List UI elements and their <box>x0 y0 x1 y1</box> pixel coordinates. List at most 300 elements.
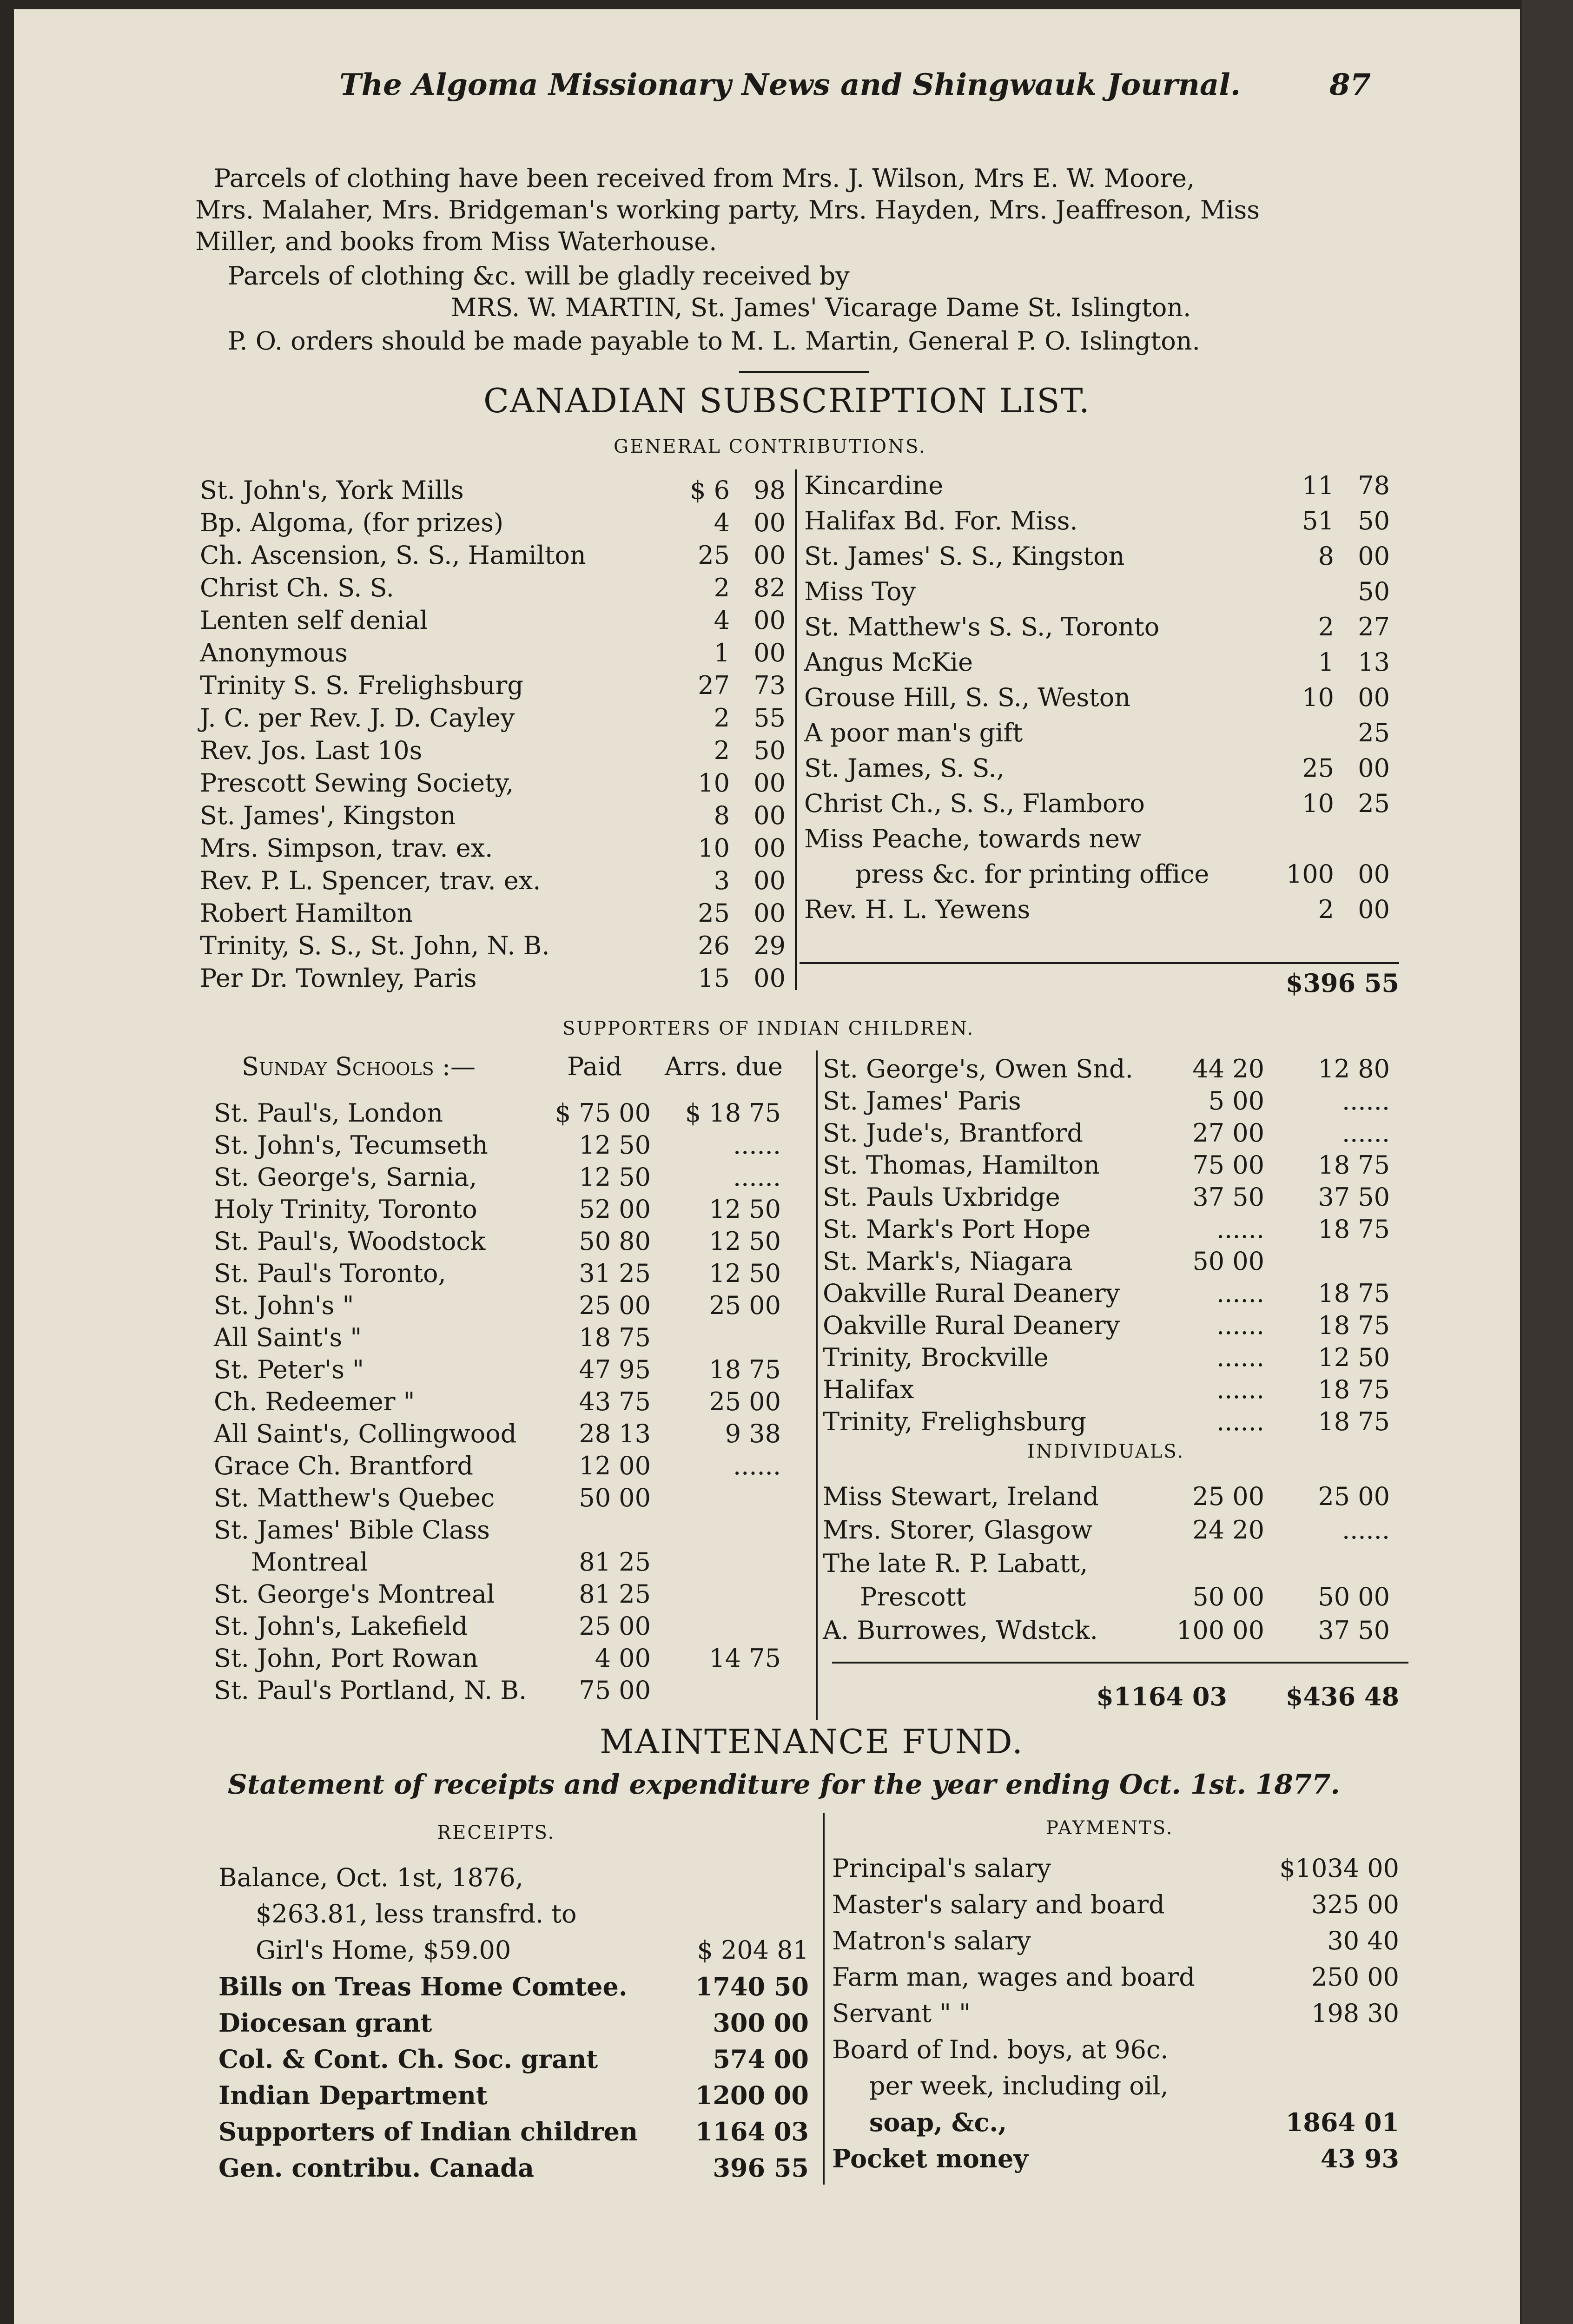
total-rule <box>832 1662 1408 1664</box>
arrears-amount: ...... <box>733 1130 781 1160</box>
paid-amount: 25 00 <box>1192 1482 1264 1511</box>
arrears-amount: 25 00 <box>709 1291 781 1320</box>
payment-item: soap, &c., <box>869 2107 1007 2137</box>
paid-amount: ...... <box>1216 1311 1264 1340</box>
maintenance-title: MAINTENANCE FUND. <box>600 1722 1024 1761</box>
paid-amount: 52 00 <box>579 1195 651 1224</box>
payment-amount: 250 00 <box>1311 1962 1399 1992</box>
list-row <box>200 734 790 767</box>
amount-cents: 00 <box>753 606 786 635</box>
amount-dollars: 10 <box>1302 789 1334 818</box>
list-row <box>200 637 790 669</box>
scanned-page <box>14 9 1520 2324</box>
list-row <box>832 1852 1408 1885</box>
contributor-name: Lenten self denial <box>200 606 428 635</box>
arrears-amount: 12 50 <box>709 1195 781 1224</box>
list-row <box>214 1225 813 1258</box>
individuals-heading: INDIVIDUALS. <box>1027 1441 1185 1462</box>
contributor-name: Kincardine <box>804 471 944 500</box>
school-name: Grace Ch. Brantford <box>214 1451 473 1480</box>
list-row <box>804 858 1404 891</box>
contributor-name: Robert Hamilton <box>200 898 413 928</box>
school-name: St. George's Montreal <box>214 1579 495 1609</box>
individual-name: A. Burrowes, Wdstck. <box>823 1616 1098 1645</box>
payments-heading: PAYMENTS. <box>1046 1817 1174 1839</box>
amount-cents: 55 <box>753 703 786 733</box>
amount-dollars: 100 <box>1286 859 1334 889</box>
arrears-amount: 18 75 <box>1318 1407 1390 1436</box>
contributor-name: St. John's, York Mills <box>200 475 464 505</box>
list-row <box>214 1129 813 1162</box>
general-contributions-heading: GENERAL CONTRIBUTIONS. <box>614 436 926 457</box>
contributor-name: Trinity, S. S., St. John, N. B. <box>200 931 550 960</box>
amount-dollars: 8 <box>714 801 730 830</box>
amount-cents: 00 <box>753 638 786 667</box>
arrears-amount: 25 00 <box>1318 1482 1390 1511</box>
list-row <box>804 787 1404 820</box>
payment-amount: $1034 00 <box>1279 1854 1399 1883</box>
paid-amount: 37 50 <box>1192 1182 1264 1212</box>
school-name: St. Jude's, Brantford <box>823 1118 1083 1148</box>
list-row <box>214 1418 813 1450</box>
paid-amount: ...... <box>1216 1279 1264 1308</box>
paid-amount: 12 50 <box>579 1162 651 1192</box>
list-row <box>823 1341 1408 1374</box>
amount-cents: 00 <box>753 541 786 570</box>
list-row <box>823 1309 1408 1342</box>
payment-item: Principal's salary <box>832 1854 1051 1883</box>
school-name: St. George's, Sarnia, <box>214 1162 477 1192</box>
contributor-name: Christ Ch., S. S., Flamboro <box>804 789 1145 818</box>
arrears-amount: ...... <box>1342 1118 1390 1148</box>
receipt-item: Balance, Oct. 1st, 1876, <box>218 1863 523 1892</box>
list-row <box>214 1097 813 1129</box>
receipt-item: Diocesan grant <box>218 2008 432 2038</box>
arrears-amount: 37 50 <box>1318 1182 1390 1212</box>
list-row <box>832 1997 1408 2030</box>
school-name: Ch. Redeemer " <box>214 1387 415 1416</box>
amount-dollars: $ 6 <box>690 475 730 505</box>
list-row <box>832 2142 1408 2175</box>
paid-amount: 5 00 <box>1208 1086 1264 1116</box>
amount-dollars: 3 <box>714 866 730 895</box>
arrears-amount: 50 00 <box>1318 1582 1390 1611</box>
list-row <box>218 1970 818 2003</box>
list-row <box>214 1450 813 1482</box>
list-row <box>804 823 1404 855</box>
paid-amount: 28 13 <box>579 1419 651 1448</box>
list-row <box>823 1117 1408 1149</box>
amount-cents: 29 <box>753 931 786 960</box>
supporters-column-headers <box>242 1050 800 1083</box>
amount-cents: 00 <box>753 898 786 928</box>
list-row <box>200 962 790 995</box>
arrears-amount: ...... <box>733 1162 781 1192</box>
receipt-amount: 396 55 <box>713 2153 809 2183</box>
paid-amount: ...... <box>1216 1375 1264 1404</box>
school-name: St. John's, Tecumseth <box>214 1130 488 1160</box>
receipt-amount: 300 00 <box>713 2008 809 2038</box>
list-row <box>214 1161 813 1194</box>
list-row <box>823 1373 1408 1406</box>
school-name: St. Matthew's Quebec <box>214 1483 495 1512</box>
list-row <box>214 1546 813 1578</box>
school-name: St. Mark's, Niagara <box>823 1247 1073 1276</box>
list-row <box>200 930 790 962</box>
school-name: Halifax <box>823 1375 914 1404</box>
receipt-item: Bills on Treas Home Comtee. <box>218 1972 628 2001</box>
list-row <box>804 505 1404 537</box>
paid-amount: 75 00 <box>1192 1150 1264 1180</box>
maintenance-statement: Statement of receipts and expenditure for the year ending Oct. 1st. 1877. <box>228 1769 1340 1800</box>
arrears-amount: ...... <box>1342 1086 1390 1116</box>
school-name: St. John's " <box>214 1291 354 1320</box>
total-rule <box>800 962 1399 964</box>
amount-dollars: 25 <box>698 898 730 928</box>
list-row <box>832 2034 1408 2066</box>
list-row <box>214 1578 813 1611</box>
paid-amount: ...... <box>1216 1215 1264 1244</box>
payment-item: Matron's salary <box>832 1926 1031 1955</box>
school-name: All Saint's " <box>214 1323 362 1352</box>
payment-item: Board of Ind. boys, at 96c. <box>832 2035 1169 2064</box>
list-row <box>804 893 1404 926</box>
arrears-amount: 37 50 <box>1318 1616 1390 1645</box>
school-name: Oakville Rural Deanery <box>823 1279 1120 1308</box>
receipts-heading: RECEIPTS. <box>437 1822 555 1843</box>
list-row <box>823 1053 1408 1085</box>
contributor-name: Halifax Bd. For. Miss. <box>804 506 1078 535</box>
paid-amount: ...... <box>1216 1407 1264 1436</box>
amount-cents: 00 <box>753 768 786 798</box>
school-name: St. Peter's " <box>214 1355 364 1384</box>
receipt-item: Girl's Home, $59.00 <box>256 1935 511 1965</box>
page-number: 87 <box>1329 67 1371 102</box>
list-row <box>823 1245 1408 1278</box>
contributor-name: Grouse Hill, S. S., Weston <box>804 683 1131 712</box>
amount-cents: 00 <box>1358 753 1390 783</box>
school-name: St. Thomas, Hamilton <box>823 1150 1100 1180</box>
list-row <box>218 1898 818 1930</box>
arrears-amount: 18 75 <box>1318 1279 1390 1308</box>
list-row <box>832 1961 1408 1994</box>
column-divider <box>823 1813 825 2185</box>
contributor-name: Miss Peache, towards new <box>804 824 1142 853</box>
paid-amount: 31 25 <box>579 1259 651 1288</box>
individual-name: The late R. P. Labatt, <box>823 1549 1088 1578</box>
payment-item: Master's salary and board <box>832 1890 1165 1919</box>
individual-name: Miss Stewart, Ireland <box>823 1482 1099 1511</box>
list-row <box>214 1642 813 1675</box>
amount-dollars: 26 <box>698 931 730 960</box>
paid-amount: 44 20 <box>1192 1054 1264 1083</box>
amount-cents: 78 <box>1358 471 1390 500</box>
receipt-item: $263.81, less transfrd. to <box>256 1899 577 1928</box>
list-row <box>200 669 790 702</box>
amount-cents: 27 <box>1358 612 1390 641</box>
list-row <box>214 1289 813 1322</box>
list-row <box>200 572 790 604</box>
list-row <box>200 604 790 637</box>
column-divider <box>816 1050 818 1720</box>
school-name: St. Pauls Uxbridge <box>823 1182 1060 1212</box>
amount-dollars: 51 <box>1302 506 1334 535</box>
payment-amount: 43 93 <box>1320 2144 1399 2173</box>
list-row <box>214 1386 813 1418</box>
individual-name: Prescott <box>860 1582 966 1611</box>
list-row <box>218 2007 818 2039</box>
payment-amount: 30 40 <box>1327 1926 1399 1955</box>
contributor-name: Christ Ch. S. S. <box>200 573 394 602</box>
receipt-amount: 1740 50 <box>695 1972 809 2001</box>
list-row <box>804 469 1404 502</box>
contributor-name: Ch. Ascension, S. S., Hamilton <box>200 541 586 570</box>
arrears-amount: 25 00 <box>709 1387 781 1416</box>
paid-amount: 12 00 <box>579 1451 651 1480</box>
arrears-amount: 18 75 <box>1318 1375 1390 1404</box>
list-row <box>218 1934 818 1967</box>
intro-line: Mrs. Malaher, Mrs. Bridgeman's working party, Mrs. Hayden, Mrs. Jeaffreson, Miss <box>195 195 1260 224</box>
list-row <box>832 2070 1408 2102</box>
list-row <box>218 2115 818 2148</box>
school-name: St. Paul's, London <box>214 1098 443 1128</box>
arrears-amount: 9 38 <box>725 1419 781 1448</box>
receipt-amount: 1200 00 <box>695 2080 809 2110</box>
intro-line: MRS. W. MARTIN, St. James' Vicarage Dame St. Islington. <box>451 293 1191 322</box>
arrears-amount: 18 75 <box>1318 1311 1390 1340</box>
amount-dollars: 1 <box>1318 647 1334 677</box>
list-row <box>214 1610 813 1643</box>
school-name: Trinity, Brockville <box>823 1343 1049 1372</box>
school-name: St. Paul's Toronto, <box>214 1259 446 1288</box>
paid-amount: 18 75 <box>579 1323 651 1352</box>
amount-cents: 50 <box>1358 577 1390 606</box>
list-row <box>804 646 1404 679</box>
receipt-amount: 574 00 <box>713 2044 809 2074</box>
list-row <box>214 1321 813 1354</box>
list-row <box>804 611 1404 643</box>
amount-dollars: 8 <box>1318 541 1334 571</box>
list-row <box>200 767 790 799</box>
paid-amount: $ 75 00 <box>555 1098 651 1128</box>
receipt-item: Gen. contribu. Canada <box>218 2153 534 2183</box>
amount-dollars: 1 <box>714 638 730 667</box>
school-name: St. Paul's Portland, N. B. <box>214 1676 527 1705</box>
list-row <box>823 1149 1408 1182</box>
contributor-name: Rev. H. L. Yewens <box>804 895 1031 924</box>
amount-dollars: 10 <box>698 768 730 798</box>
arrears-amount: 12 50 <box>1318 1343 1390 1372</box>
list-row <box>804 752 1404 785</box>
amount-cents: 00 <box>753 508 786 537</box>
paid-amount: 75 00 <box>579 1676 651 1705</box>
intro-line: P. O. orders should be made payable to M. L. Martin, General P. O. Islington. <box>228 326 1200 356</box>
book-spine <box>1522 0 1573 2324</box>
paid-amount: ...... <box>1216 1343 1264 1372</box>
contributor-name: St. James' S. S., Kingston <box>804 541 1125 571</box>
school-name: Trinity, Frelighsburg <box>823 1407 1087 1436</box>
amount-dollars: 25 <box>1302 753 1334 783</box>
arrears-amount: 14 75 <box>709 1644 781 1673</box>
payment-item: per week, including oil, <box>869 2071 1169 2100</box>
receipt-item: Col. & Cont. Ch. Soc. grant <box>218 2044 598 2074</box>
paid-label: Paid <box>567 1052 622 1081</box>
paid-amount: 47 95 <box>579 1355 651 1384</box>
contributor-name: Rev. Jos. Last 10s <box>200 736 423 765</box>
amount-cents: 00 <box>753 866 786 895</box>
amount-dollars: 10 <box>698 833 730 863</box>
list-row <box>823 1277 1408 1310</box>
amount-dollars: 2 <box>714 573 730 602</box>
paid-amount: 27 00 <box>1192 1118 1264 1148</box>
list-row <box>804 717 1404 749</box>
intro-line: Parcels of clothing have been received from Mrs. J. Wilson, Mrs E. W. Moore, <box>214 164 1195 193</box>
arrears-amount: 12 80 <box>1318 1054 1390 1083</box>
school-name: St. James' Paris <box>823 1086 1021 1116</box>
list-row <box>214 1353 813 1386</box>
intro-line: Miller, and books from Miss Waterhouse. <box>195 227 717 256</box>
amount-cents: 98 <box>753 475 786 505</box>
list-row <box>823 1614 1408 1647</box>
list-row <box>823 1085 1408 1117</box>
paid-amount: 43 75 <box>579 1387 651 1416</box>
list-row <box>200 897 790 930</box>
paid-amount: 24 20 <box>1192 1515 1264 1545</box>
paid-amount: 50 00 <box>1192 1247 1264 1276</box>
payment-item: Pocket money <box>832 2144 1028 2173</box>
amount-dollars: 25 <box>698 541 730 570</box>
list-row <box>214 1674 813 1707</box>
payment-item: Servant " " <box>832 1999 971 2028</box>
arrs-due-label: Arrs. due <box>665 1052 783 1081</box>
amount-cents: 13 <box>1358 647 1390 677</box>
amount-cents: 00 <box>1358 895 1390 924</box>
contributor-name: press &c. for printing office <box>855 859 1209 889</box>
list-row <box>823 1547 1408 1580</box>
arrears-amount: ...... <box>1342 1515 1390 1545</box>
amount-cents: 73 <box>753 671 786 700</box>
contributor-name: Prescott Sewing Society, <box>200 768 514 798</box>
amount-cents: 25 <box>1358 718 1390 747</box>
paid-amount: 4 00 <box>595 1644 651 1673</box>
receipt-amount: $ 204 81 <box>697 1935 809 1965</box>
list-row <box>823 1480 1408 1513</box>
amount-cents: 82 <box>753 573 786 602</box>
payment-item: Farm man, wages and board <box>832 1962 1195 1992</box>
arrears-amount: 18 75 <box>709 1355 781 1384</box>
paid-amount: 100 00 <box>1176 1616 1264 1645</box>
list-row <box>823 1406 1408 1438</box>
list-row <box>832 2106 1408 2139</box>
arrears-amount: 12 50 <box>709 1227 781 1256</box>
supporters-totals <box>832 1680 1408 1713</box>
amount-cents: 00 <box>753 801 786 830</box>
list-row <box>200 702 790 734</box>
sunday-schools-label: Sunday Schools :— <box>242 1052 476 1081</box>
list-row <box>214 1482 813 1514</box>
individual-name: Mrs. Storer, Glasgow <box>823 1515 1092 1545</box>
paid-amount: 50 00 <box>1192 1582 1264 1611</box>
amount-cents: 50 <box>1358 506 1390 535</box>
list-row <box>200 865 790 897</box>
school-name: St. George's, Owen Snd. <box>823 1054 1133 1083</box>
amount-cents: 00 <box>753 833 786 863</box>
contributor-name: St. James', Kingston <box>200 801 456 830</box>
amount-cents: 00 <box>1358 541 1390 571</box>
list-row <box>823 1181 1408 1214</box>
school-name: St. Paul's, Woodstock <box>214 1227 486 1256</box>
contributor-name: Angus McKie <box>804 647 973 677</box>
paid-amount: 50 80 <box>579 1227 651 1256</box>
list-row <box>200 507 790 539</box>
list-row <box>218 1862 818 1894</box>
contributor-name: Per Dr. Townley, Paris <box>200 964 477 993</box>
arrears-amount: 18 75 <box>1318 1215 1390 1244</box>
list-row <box>200 799 790 832</box>
general-total: $396 55 <box>1285 968 1399 998</box>
list-row <box>218 2079 818 2112</box>
amount-cents: 00 <box>753 964 786 993</box>
amount-cents: 50 <box>753 736 786 765</box>
amount-dollars: 11 <box>1302 471 1334 500</box>
list-row <box>804 681 1404 714</box>
payment-amount: 325 00 <box>1311 1890 1399 1919</box>
amount-dollars: 2 <box>1318 895 1334 924</box>
school-name: St. Mark's Port Hope <box>823 1215 1091 1244</box>
list-row <box>200 539 790 572</box>
list-row <box>804 540 1404 573</box>
payment-amount: 198 30 <box>1311 1999 1399 2028</box>
school-name: St. John's, Lakefield <box>214 1611 468 1641</box>
list-row <box>214 1193 813 1226</box>
contributor-name: St. James, S. S., <box>804 753 1005 783</box>
contributor-name: Anonymous <box>200 638 348 667</box>
list-row <box>832 1925 1408 1957</box>
amount-cents: 00 <box>1358 683 1390 712</box>
contributor-name: Miss Toy <box>804 577 916 606</box>
school-name: Oakville Rural Deanery <box>823 1311 1120 1340</box>
arrears-amount: 12 50 <box>709 1259 781 1288</box>
list-row <box>823 1514 1408 1546</box>
list-row <box>823 1581 1408 1613</box>
subscription-title: CANADIAN SUBSCRIPTION LIST. <box>483 381 1091 420</box>
amount-dollars: 10 <box>1302 683 1334 712</box>
list-row <box>214 1257 813 1290</box>
amount-dollars: 2 <box>714 736 730 765</box>
paid-amount: 12 50 <box>579 1130 651 1160</box>
school-name: St. John, Port Rowan <box>214 1644 478 1673</box>
list-row <box>200 832 790 865</box>
amount-cents: 25 <box>1358 789 1390 818</box>
amount-dollars: 4 <box>714 508 730 537</box>
amount-dollars: 4 <box>714 606 730 635</box>
total-paid: $1164 03 <box>1096 1682 1227 1711</box>
paid-amount: 25 00 <box>579 1611 651 1641</box>
school-name: St. James' Bible Class <box>214 1515 490 1545</box>
contributor-name: A poor man's gift <box>804 718 1023 747</box>
list-row <box>218 2152 818 2184</box>
contributor-name: J. C. per Rev. J. D. Cayley <box>200 703 515 733</box>
list-row <box>218 2043 818 2075</box>
list-row <box>200 474 790 507</box>
total-arrs: $436 48 <box>1285 1682 1399 1711</box>
supporters-heading: SUPPORTERS OF INDIAN CHILDREN. <box>562 1018 975 1039</box>
page-header-title: The Algoma Missionary News and Shingwauk Journal. <box>339 67 1241 102</box>
contributor-name: Rev. P. L. Spencer, trav. ex. <box>200 866 541 895</box>
amount-cents: 00 <box>1358 859 1390 889</box>
arrears-amount: 18 75 <box>1318 1150 1390 1180</box>
receipt-item: Supporters of Indian children <box>218 2117 638 2146</box>
